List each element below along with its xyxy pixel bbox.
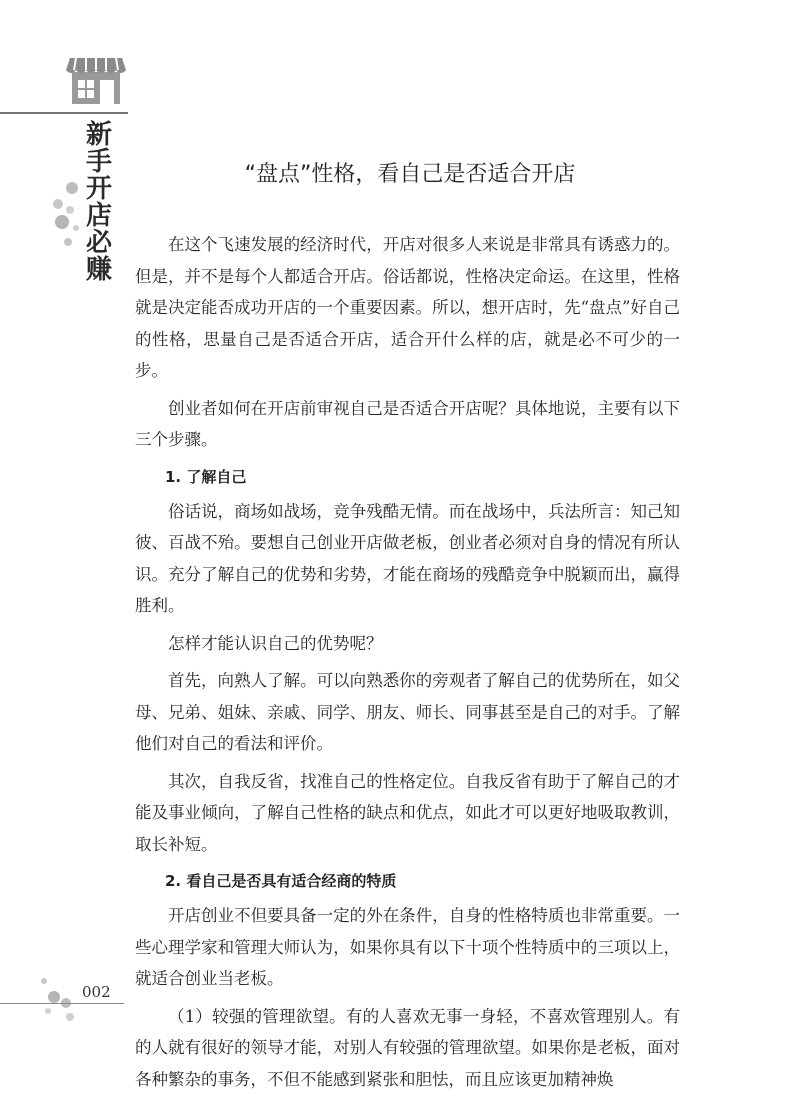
top-divider — [0, 112, 128, 114]
paragraph: 俗话说，商场如战场，竞争残酷无情。而在战场中，兵法所言：知己知彼、百战不殆。要想自己创业开店做老板，创业者必须对自身的情况有所认识。充分了解自己的优势和劣势，才能在商场的残酷竞争中脱颖而出，赢得胜利。 — [135, 501, 680, 615]
book-title: 新手开店必赚 — [85, 120, 112, 285]
paragraph: 在这个飞速发展的经济时代，开店对很多人来说是非常具有诱惑力的。但是，并不是每个人都适合开店。俗话都说，性格决定命运。在这里，性格就是决定能否成功开店的一个重要因素。所以，想开店时，先“盘点”好自己的性格，思量自己是否适合开店，适合开什么样的店，就是必不可少的一步。 — [135, 235, 680, 380]
page-number: 002 — [82, 983, 111, 1001]
storefront-icon — [66, 54, 126, 106]
paragraph: 首先，向熟人了解。可以向熟悉你的旁观者了解自己的优势所在，如父母、兄弟、姐妹、亲戚、同学、朋友、师长、同事甚至是自己的对手。了解他们对自己的看法和评价。 — [135, 671, 680, 753]
paragraph: 开店创业不但要具备一定的外在条件，自身的性格特质也非常重要。一些心理学家和管理大师认为，如果你具有以下十项个性特质中的三项以上，就适合创业当老板。 — [135, 906, 680, 988]
paragraph: 其次，自我反省，找准自己的性格定位。自我反省有助于了解自己的才能及事业倾向，了解自己性格的缺点和优点，如此才可以更好地吸取教训，取长补短。 — [135, 771, 680, 854]
section-heading: 2. 看自己是否具有适合经商的特质 — [165, 872, 397, 890]
decorative-dots — [0, 170, 80, 260]
paragraph: 创业者如何在开店前审视自己是否适合开店呢？具体地说，主要有以下三个步骤。 — [135, 398, 680, 449]
decorative-dots-bottom — [0, 975, 80, 1025]
article-title: “盘点”性格，看自己是否适合开店 — [244, 162, 576, 187]
bottom-divider — [0, 1003, 124, 1004]
section-heading: 1. 了解自己 — [165, 467, 247, 486]
paragraph: （1）较强的管理欲望。有的人喜欢无事一身轻，不喜欢管理别人。有的人就有很好的领导才能，对别人有较强的管理欲望。如果你是老板，面对各种繁杂的事务，不但不能感到紧张和胆怯，而且应该更加精神焕 — [135, 1006, 680, 1089]
paragraph: 怎样才能认识自己的优势呢？ — [168, 633, 383, 653]
sidebar — [0, 0, 128, 1104]
article-body — [135, 229, 680, 1101]
